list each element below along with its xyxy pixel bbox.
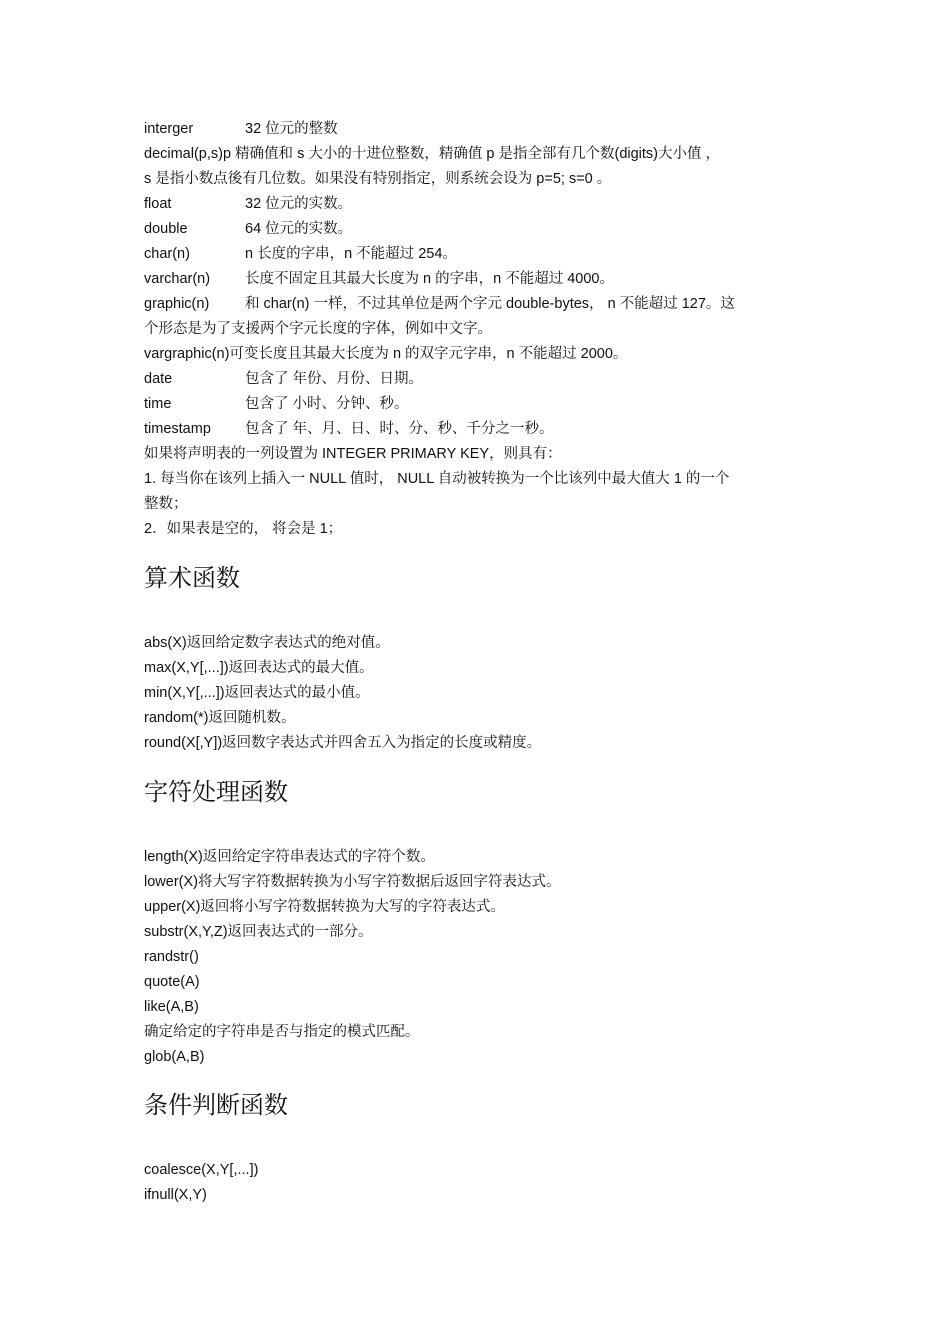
function-line: coalesce(X,Y[,...]) [144, 1162, 259, 1178]
type-term: varchar(n) [144, 271, 211, 287]
type-desc: 包含了 小时、分钟、秒。 [245, 396, 409, 412]
type-desc: 和 char(n) 一样，不过其单位是两个字元 double-bytes， n 不能超过 127。这 [245, 296, 735, 312]
type-term: time [144, 396, 172, 412]
type-desc: 64 位元的实数。 [245, 221, 353, 237]
primary-key-intro: 如果将声明表的一列设置为 INTEGER PRIMARY KEY，则具有： [144, 446, 562, 462]
primary-key-item-1: 1. 每当你在该列上插入一 NULL 值时， NULL 自动被转换为一个比该列中最大值大 1 的一个 [144, 471, 730, 487]
type-desc: 32 位元的整数 [245, 121, 338, 137]
function-line: max(X,Y[,...])返回表达式的最大值。 [144, 660, 374, 676]
function-line: ifnull(X,Y) [144, 1187, 207, 1203]
type-desc-continued: s 是指小数点後有几位数。如果没有特别指定，则系统会设为 p=5; s=0 。 [144, 171, 612, 187]
type-row-timestamp [144, 417, 814, 442]
type-term: double [144, 221, 188, 237]
type-row-char [144, 242, 814, 267]
document-page [144, 117, 814, 1208]
primary-key-item-2: 2．如果表是空的， 将会是 1； [144, 521, 343, 537]
type-row-integer [144, 117, 814, 142]
function-line: min(X,Y[,...])返回表达式的最小值。 [144, 685, 370, 701]
function-line: lower(X)将大写字符数据转换为小写字符数据后返回字符表达式。 [144, 874, 561, 890]
type-term: char(n) [144, 246, 190, 262]
section-heading-string: 字符处理函数 [144, 778, 288, 806]
type-term: graphic(n) [144, 296, 210, 312]
type-desc: 长度不固定且其最大长度为 n 的字串，n 不能超过 4000。 [245, 271, 614, 287]
type-term: timestamp [144, 421, 211, 437]
primary-key-item-1-continued: 整数； [144, 496, 188, 512]
type-term: date [144, 371, 173, 387]
type-desc: p 精确值和 s 大小的十进位整数，精确值 p 是指全部有几个数(digits)大小值 ， [222, 146, 721, 162]
type-row-varchar [144, 267, 814, 292]
type-row-time [144, 392, 814, 417]
function-line: like(A,B) [144, 999, 199, 1015]
section-body-arithmetic [144, 631, 814, 756]
type-row-date [144, 367, 814, 392]
function-line: upper(X)返回将小写字符数据转换为大写的字符表达式。 [144, 899, 505, 915]
type-desc: 32 位元的实数。 [245, 196, 353, 212]
type-term: decimal(p,s) [144, 146, 223, 162]
function-line: length(X)返回给定字符串表达式的字符个数。 [144, 849, 435, 865]
function-line: round(X[,Y])返回数字表达式并四舍五入为指定的长度或精度。 [144, 735, 542, 751]
type-row-float [144, 192, 814, 217]
type-desc: 可变长度且其最大长度为 n 的双字元字串，n 不能超过 2000。 [229, 346, 628, 362]
section-heading-conditional: 条件判断函数 [144, 1091, 288, 1119]
function-line: quote(A) [144, 974, 200, 990]
type-row-graphic [144, 292, 814, 317]
type-row-decimal [144, 142, 814, 167]
function-line: glob(A,B) [144, 1049, 205, 1065]
type-term: float [144, 196, 172, 212]
type-term: vargraphic(n) [144, 346, 230, 362]
type-row-double [144, 217, 814, 242]
type-desc: n 长度的字串，n 不能超过 254。 [245, 246, 457, 262]
type-term: interger [144, 121, 194, 137]
type-desc: 包含了 年份、月份、日期。 [245, 371, 424, 387]
type-desc-continued: 个形态是为了支援两个字元长度的字体，例如中文字。 [144, 321, 492, 337]
section-body-string [144, 845, 814, 1070]
function-line: randstr() [144, 949, 199, 965]
function-line: abs(X)返回给定数字表达式的绝对值。 [144, 635, 390, 651]
function-line: substr(X,Y,Z)返回表达式的一部分。 [144, 924, 373, 940]
function-line: random(*)返回随机数。 [144, 710, 296, 726]
type-row-vargraphic [144, 342, 814, 367]
type-desc: 包含了 年、月、日、时、分、秒、千分之一秒。 [245, 421, 554, 437]
section-body-conditional [144, 1158, 814, 1208]
section-heading-arithmetic: 算术函数 [144, 564, 240, 592]
function-line: 确定给定的字符串是否与指定的模式匹配。 [144, 1024, 420, 1040]
